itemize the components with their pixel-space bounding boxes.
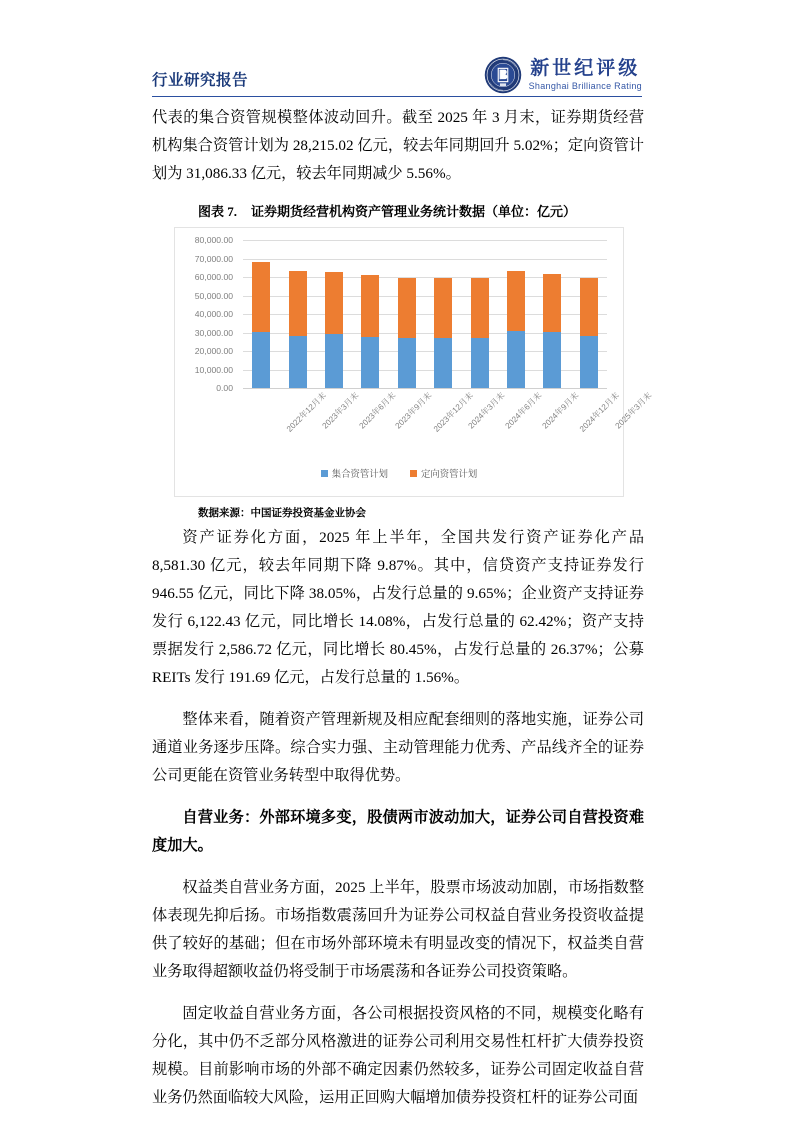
- figure-number: 图表 7.: [198, 204, 238, 219]
- bar-segment-collective-plan: [507, 331, 525, 388]
- legend-item: [321, 466, 388, 480]
- company-logo: [484, 56, 642, 94]
- bar-column: [543, 240, 561, 388]
- bar-segment-directional-plan: [507, 271, 525, 331]
- x-axis-tick-label: 2022年12月末: [285, 390, 329, 434]
- paragraph-4-heading: 自营业务：外部环境多变，股债两市波动加大，证券公司自营投资难度加大。: [152, 809, 644, 854]
- bar-column: [580, 240, 598, 388]
- legend-label: 集合资管计划: [331, 468, 388, 479]
- x-axis-labels: [243, 390, 654, 452]
- paragraph-6: 固定收益自营业务方面，各公司根据投资风格的不同，规模变化略有分化，其中仍不乏部分风格激进的证券公司利用交易性杠杆扩大债券投资规模。目前影响市场的外部不确定因素仍然较多，证券公司固定收益自营业务仍然面临较大风险，运用正回购大幅增加债券投资杠杆的证券公司面: [152, 1005, 644, 1106]
- legend-swatch: [321, 470, 328, 477]
- paragraph-3: 整体来看，随着资产管理新规及相应配套细则的落地实施，证券公司通道业务逐步压降。综合实力强、主动管理能力优秀、产品线齐全的证券公司更能在资管业务转型中取得优势。: [152, 711, 644, 784]
- bar-segment-directional-plan: [398, 278, 416, 337]
- chart-plot-area: [243, 240, 607, 388]
- logo-name-cn: 新世纪评级: [530, 58, 641, 79]
- y-axis-tick-label: 10,000.00: [194, 364, 233, 375]
- bar-segment-collective-plan: [252, 332, 270, 388]
- bar-segment-directional-plan: [361, 275, 379, 337]
- legend-swatch: [410, 470, 417, 477]
- bar-segment-directional-plan: [543, 274, 561, 332]
- bar-segment-collective-plan: [543, 332, 561, 388]
- y-axis-tick-label: 60,000.00: [194, 272, 233, 282]
- bar-segment-collective-plan: [471, 338, 489, 388]
- document-content: [152, 104, 654, 1126]
- y-axis-tick-label: 70,000.00: [194, 253, 233, 264]
- logo-name-en: Shanghai Brilliance Rating: [528, 81, 642, 91]
- bar-segment-collective-plan: [398, 338, 416, 388]
- x-axis-tick-label: 2024年12月末: [577, 390, 622, 434]
- page-header: [152, 38, 642, 96]
- x-axis-tick-label: 2024年9月末: [540, 390, 580, 431]
- bar-segment-collective-plan: [289, 336, 307, 388]
- x-axis-tick-label: 2023年12月末: [431, 390, 475, 434]
- legend-label: 定向资管计划: [421, 468, 478, 479]
- bar-column: [252, 240, 270, 388]
- x-axis-tick-label: 2023年3月末: [320, 390, 361, 431]
- bar-group: [243, 240, 607, 388]
- x-axis-tick-label: 2023年6月末: [357, 390, 397, 431]
- y-axis-tick-label: 50,000.00: [194, 290, 233, 301]
- bar-column: [398, 240, 416, 388]
- bar-segment-directional-plan: [471, 278, 489, 338]
- figure-source: 数据来源：中国证券投资基金业协会: [198, 508, 366, 519]
- paragraph-2: 资产证券化方面，2025 年上半年，全国共发行资产证券化产品 8,581.30 亿元，较去年同期下降 9.87%。其中，信贷资产支持证券发行 946.55 亿元，同比下降 38.05%，占发行总量的 9.65%；企业资产支持证券发行 6,122.43 亿元，同比增长 14.08%，占发行总量的 62.42%；资产支持票据发行 2,586.72 亿元，同比增长 80.45%，占发行总量的 26.37%；公募 REITs 发行 191.69 亿元，占发行总量的 1.56%。: [152, 529, 644, 686]
- x-axis-tick-label: 2023年9月末: [393, 390, 434, 431]
- seal-logo-icon: [484, 56, 522, 94]
- bar-column: [434, 240, 452, 388]
- x-axis-line: [243, 388, 607, 389]
- bar-segment-directional-plan: [434, 278, 452, 339]
- bar-column: [325, 240, 343, 388]
- page-title: 行业研究报告: [152, 72, 249, 89]
- y-axis-tick-label: 30,000.00: [194, 327, 233, 338]
- y-axis-tick-label: 80,000.00: [194, 235, 233, 245]
- logo-text-block: [529, 59, 642, 91]
- bar-segment-directional-plan: [252, 262, 270, 331]
- bar-segment-collective-plan: [361, 337, 379, 388]
- bar-segment-directional-plan: [325, 272, 343, 334]
- bar-segment-collective-plan: [580, 336, 598, 388]
- y-axis-tick-label: 0.00: [216, 383, 233, 393]
- bar-segment-directional-plan: [289, 271, 307, 336]
- bar-segment-collective-plan: [325, 334, 343, 388]
- figure-7: [152, 202, 654, 520]
- x-axis-tick-label: 2024年6月末: [503, 390, 544, 431]
- bar-column: [471, 240, 489, 388]
- x-axis-tick-label: 2024年3月末: [466, 390, 507, 431]
- bar-column: [361, 240, 379, 388]
- y-axis-labels: [175, 235, 237, 393]
- figure-caption-text: 证券期货经营机构资产管理业务统计数据（单位：亿元）: [251, 204, 577, 219]
- chart-legend: [175, 466, 623, 480]
- legend-item: [410, 466, 477, 480]
- figure-caption: [198, 202, 644, 222]
- header-divider: [152, 96, 642, 97]
- y-axis-tick-label: 20,000.00: [194, 346, 233, 356]
- bar-column: [507, 240, 525, 388]
- bar-column: [289, 240, 307, 388]
- bar-segment-collective-plan: [434, 338, 452, 388]
- x-axis-tick-label: 2025年3月末: [613, 390, 654, 431]
- bar-segment-directional-plan: [580, 278, 598, 336]
- paragraph-5: 权益类自营业务方面，2025 上半年，股票市场波动加剧，市场指数整体表现先抑后扬。市场指数震荡回升为证券公司权益自营业务投资收益提供了较好的基础；但在市场外部环境未有明显改变的情况下，权益类自营业务取得超额收益仍将受制于市场震荡和各证券公司投资策略。: [152, 879, 644, 980]
- paragraph-1: 代表的集合资管规模整体波动回升。截至 2025 年 3 月末，证券期货经营机构集合资管计划为 28,215.02 亿元，较去年同期回升 5.02%；定向资管计划为 31,086.33 亿元，较去年同期减少 5.56%。: [152, 109, 644, 182]
- y-axis-tick-label: 40,000.00: [194, 309, 233, 319]
- chart-container: [174, 227, 654, 497]
